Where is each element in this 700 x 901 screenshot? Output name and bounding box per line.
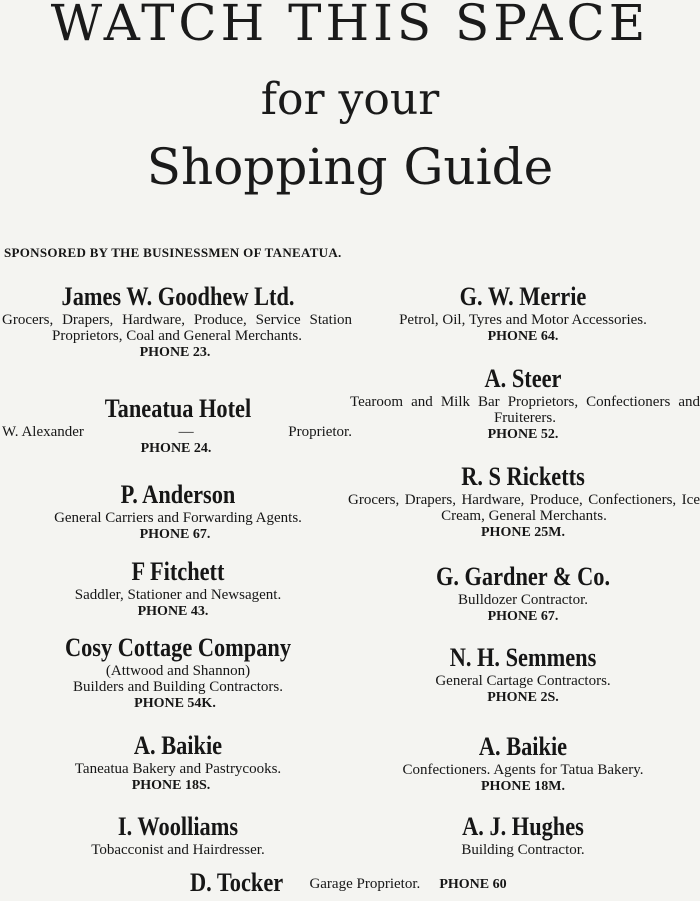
business-name: A. Baikie xyxy=(478,732,568,761)
business-phone: PHONE 54K. xyxy=(134,696,216,711)
ad-ricketts xyxy=(346,462,700,541)
business-name: James W. Goodhew Ltd. xyxy=(61,282,295,311)
sponsor-line: SPONSORED BY THE BUSINESSMEN OF TANEATUA. xyxy=(4,245,342,260)
business-name: F Fitchett xyxy=(131,557,225,586)
business-name: Taneatua Hotel xyxy=(104,394,252,423)
ad-gardner xyxy=(346,562,700,625)
headline-for-your: for your xyxy=(260,74,440,125)
ad-fitchett xyxy=(0,557,356,620)
ad-baikie-bakery xyxy=(0,731,356,794)
business-desc: Bulldozer Contractor. xyxy=(458,592,588,608)
ad-anderson xyxy=(0,480,356,543)
business-phone: PHONE 67. xyxy=(487,609,559,624)
ad-merrie xyxy=(346,282,700,345)
business-desc: General Carriers and Forwarding Agents. xyxy=(54,510,302,526)
business-name: D. Tocker xyxy=(190,868,284,897)
ad-taneatua-hotel xyxy=(0,394,356,457)
ad-cosy-cottage xyxy=(0,633,356,712)
business-name: G. Gardner & Co. xyxy=(435,562,611,591)
business-name: Cosy Cottage Company xyxy=(64,633,292,662)
business-owner-row xyxy=(0,424,356,440)
business-name: A. Baikie xyxy=(133,731,223,760)
business-phone: PHONE 25M. xyxy=(481,525,565,540)
business-phone: PHONE 2S. xyxy=(487,690,559,705)
business-phone: PHONE 24. xyxy=(140,441,212,456)
ad-woolliams xyxy=(0,812,356,858)
business-phone: PHONE 67. xyxy=(139,527,211,542)
owner-role: Proprietor. xyxy=(288,424,352,440)
ad-tocker xyxy=(190,868,507,898)
headline-shopping-guide: Shopping Guide xyxy=(146,138,554,196)
business-desc-2: Builders and Building Contractors. xyxy=(73,679,283,695)
ad-hughes xyxy=(346,812,700,858)
business-name: G. W. Merrie xyxy=(459,282,587,311)
business-name: P. Anderson xyxy=(120,480,236,509)
business-name: N. H. Semmens xyxy=(449,643,597,672)
business-phone: PHONE 18M. xyxy=(481,779,565,794)
business-phone: PHONE 64. xyxy=(487,329,559,344)
business-desc: Confectioners. Agents for Tatua Bakery. xyxy=(402,762,644,778)
business-desc: Building Contractor. xyxy=(461,842,585,858)
business-name: A. J. Hughes xyxy=(462,812,584,841)
business-name: A. Steer xyxy=(484,364,562,393)
business-name: R. S Ricketts xyxy=(461,462,585,491)
business-desc: General Cartage Contractors. xyxy=(435,673,611,689)
ad-baikie-confectioners xyxy=(346,732,700,795)
ad-goodhew xyxy=(0,282,356,361)
business-phone: PHONE 60 xyxy=(439,877,507,892)
business-desc: Saddler, Stationer and Newsagent. xyxy=(74,587,282,603)
business-desc: Tearoom and Milk Bar Proprietors, Confectioners and Fruiterers. xyxy=(350,394,700,426)
business-desc: (Attwood and Shannon) xyxy=(105,663,251,679)
business-desc: Garage Proprietor. xyxy=(309,876,421,892)
business-desc: Grocers, Drapers, Hardware, Produce, Confectioners, Ice Cream, General Merchants. xyxy=(348,492,700,524)
ad-semmens xyxy=(346,643,700,706)
business-desc: Tobacconist and Hairdresser. xyxy=(91,842,265,858)
business-desc: Petrol, Oil, Tyres and Motor Accessories. xyxy=(399,312,647,328)
business-phone: PHONE 18S. xyxy=(131,778,211,793)
business-phone: PHONE 23. xyxy=(139,345,211,360)
business-desc: Taneatua Bakery and Pastrycooks. xyxy=(74,761,282,777)
business-desc: Grocers, Drapers, Hardware, Produce, Service Station Proprietors, Coal and General Merchants. xyxy=(2,312,352,344)
business-phone: PHONE 43. xyxy=(137,604,209,619)
owner-name: W. Alexander xyxy=(2,424,84,440)
ad-steer xyxy=(346,364,700,443)
owner-dash: — xyxy=(178,424,194,440)
business-name: I. Woolliams xyxy=(117,812,239,841)
headline-watch: WATCH THIS SPACE xyxy=(50,0,650,52)
business-phone: PHONE 52. xyxy=(487,427,559,442)
